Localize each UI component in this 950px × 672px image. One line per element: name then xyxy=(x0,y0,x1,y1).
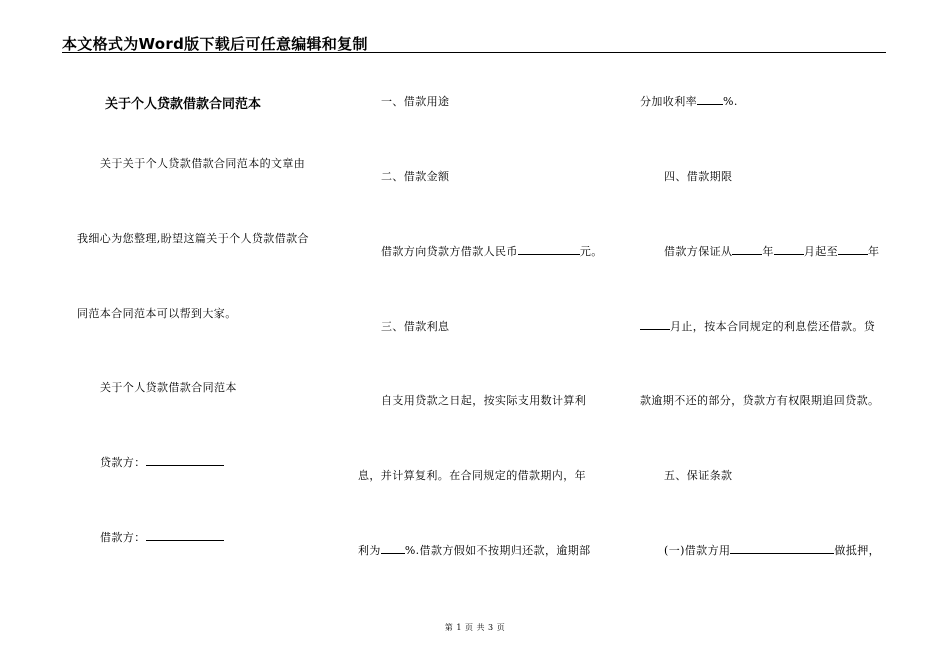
term-month-label: 月起至 xyxy=(803,245,839,258)
term-year-label: 年 xyxy=(762,245,774,258)
interest-line-2: 息，并计算复利。在合同规定的借款期内，年 xyxy=(358,469,586,482)
guarantee-text: (一)借款方用 xyxy=(664,544,731,557)
term-text: 借款方保证从 xyxy=(664,245,733,258)
extra-rate-line xyxy=(640,93,738,109)
lender-blank xyxy=(146,455,224,466)
rate-blank xyxy=(381,543,405,554)
guarantee-blank xyxy=(730,543,834,554)
intro-line-3: 同范本合同范本可以帮到大家。 xyxy=(77,307,237,320)
borrower-line xyxy=(100,529,224,545)
page-footer: 第 1 页 共 3 页 xyxy=(444,623,506,632)
intro-line-2: 我细心为您整理,盼望这篇关于个人贷款借款合 xyxy=(77,232,309,245)
extra-rate-blank xyxy=(697,94,723,105)
lender-label: 贷款方： xyxy=(100,456,146,469)
guarantee-text-post: 做抵押， xyxy=(834,544,880,557)
amount-text: 借款方向贷款方借款人民币 xyxy=(381,245,518,258)
borrower-label: 借款方： xyxy=(100,531,146,544)
amount-blank xyxy=(518,244,580,255)
term-year2-blank xyxy=(838,244,868,255)
extra-rate-text: 分加收利率 xyxy=(640,95,697,108)
section-1-heading: 一、借款用途 xyxy=(381,95,450,108)
term-line-3: 款逾期不还的部分，贷款方有权限期追回贷款。 xyxy=(640,394,880,407)
term-year2-label: 年 xyxy=(868,245,880,258)
term-month-blank xyxy=(774,244,804,255)
term-line-1 xyxy=(664,243,879,259)
amount-line xyxy=(381,243,603,259)
section-2-heading: 二、借款金额 xyxy=(381,170,450,183)
rate-text-post: %.借款方假如不按期归还款，逾期部 xyxy=(404,544,591,557)
guarantee-line xyxy=(664,542,880,558)
lender-line xyxy=(100,454,224,470)
section-5-heading: 五、保证条款 xyxy=(664,469,733,482)
contract-subtitle: 关于个人贷款借款合同范本 xyxy=(100,381,237,394)
amount-unit: 元。 xyxy=(579,245,603,258)
rate-line xyxy=(358,542,591,558)
intro-line-1: 关于关于个人贷款借款合同范本的文章由 xyxy=(100,157,306,170)
interest-line-1: 自支用贷款之日起，按实际支用数计算利 xyxy=(381,394,587,407)
extra-rate-unit: %. xyxy=(723,95,738,108)
rate-text: 利为 xyxy=(358,544,381,557)
section-3-heading: 三、借款利息 xyxy=(381,320,450,333)
section-4-heading: 四、借款期限 xyxy=(664,170,733,183)
document-title: 关于个人贷款借款合同范本 xyxy=(105,97,262,112)
header-divider xyxy=(62,52,886,53)
term-end-blank xyxy=(640,319,670,330)
borrower-blank xyxy=(146,530,224,541)
header-title: 本文格式为Word版下载后可任意编辑和复制 xyxy=(62,35,368,53)
term-end-text: 月止，按本合同规定的利息偿还借款。贷 xyxy=(670,320,876,333)
term-line-2 xyxy=(640,318,875,334)
term-year-blank xyxy=(732,244,762,255)
